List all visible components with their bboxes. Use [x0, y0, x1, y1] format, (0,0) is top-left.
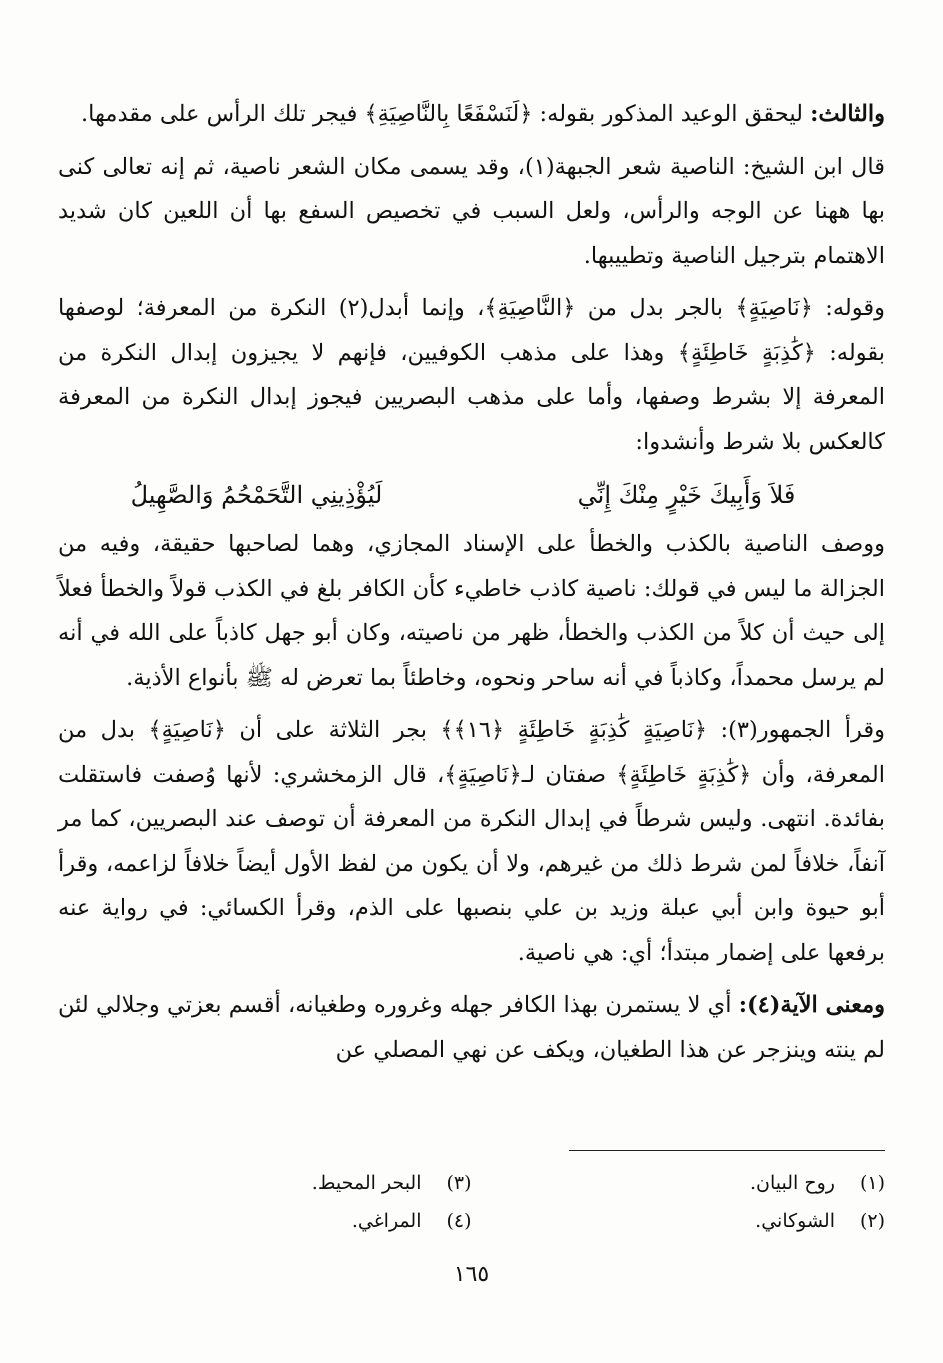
paragraph-4 [58, 522, 885, 700]
poetry-verse [58, 472, 885, 518]
footnote-item [472, 1164, 886, 1202]
verse-second-hemistich: لَيُؤْذِينِي التَّحَمْحُمُ وَالصَّهِيلُ [130, 481, 383, 509]
paragraph-2 [58, 145, 885, 279]
paragraph-text: ووصف الناصية بالكذب والخطأ على الإسناد المجازي، وهما لصاحبها حقيقة، وفيه من الجزالة ما ليس في قولك: ناصية كاذب خاطيء كأن الكافر بلغ في الكذب قولاً والخطأ فعلاً إلى حيث أن كلاً من الكذب والخطأ، ظهر من ناصيته، وكان أبو جهل كاذباً على الله في أنه لم يرسل محمداً، وكاذباً في أنه ساحر ونحوه، وخاطئاً بما تعرض له ﷺ بأنواع الأذية. [58, 531, 885, 691]
footnotes [58, 1164, 885, 1240]
footnote-number: (٣) [446, 1172, 472, 1194]
paragraph-text: ليحقق الوعيد المذكور بقوله: ﴿لَنَسْفَعًا بِالنَّاصِيَةِ﴾ فيجر تلك الرأس على مقدمها. [81, 101, 811, 127]
footnote-item [58, 1164, 472, 1202]
paragraph-1 [58, 92, 885, 137]
footnote-divider [569, 1150, 885, 1151]
paragraph-5 [58, 708, 885, 975]
footnote-text: البحر المحيط. [311, 1172, 422, 1194]
paragraph-text: وقوله: ﴿نَاصِيَةٍ﴾ بالجر بدل من ﴿النَّاصِيَةِ﴾، وإنما أبدل(٢) النكرة من المعرفة؛ لوصفها بقوله: ﴿كَٰذِبَةٍ خَاطِئَةٍ﴾ وهذا على مذهب الكوفيين، فإنهم لا يجيزون إبدال النكرة من المعرفة إلا بشرط وصفها، وأما على مذهب البصريين فيجوز إبدال النكرة من المعرفة كالعكس بلا شرط وأنشدوا: [58, 295, 886, 455]
paragraph-3 [58, 286, 885, 464]
paragraph-6 [58, 983, 885, 1072]
paragraph-text: أي لا يستمرن بهذا الكافر جهله وغروره وطغيانه، أقسم بعزتي وجلالي لئن لم ينته وينزجر عن هذا الطغيان، ويكف عن نهي المصلي عن [58, 992, 885, 1063]
footnote-number: (٤) [446, 1210, 472, 1232]
footnote-text: روح البيان. [750, 1172, 835, 1194]
footnote-text: المراغي. [351, 1210, 422, 1232]
paragraph-lead: ومعنى الآية(٤): [738, 992, 885, 1018]
footnote-text: الشوكاني. [755, 1210, 835, 1232]
footnote-number: (١) [859, 1172, 885, 1194]
footnote-number: (٢) [859, 1210, 885, 1232]
page-number: ١٦٥ [453, 1262, 490, 1287]
footnote-item [58, 1202, 472, 1240]
verse-first-hemistich: فَلاَ وَأَبِيكَ خَيْرٍ مِنْكَ إِنِّي [577, 481, 796, 509]
paragraph-text: قال ابن الشيخ: الناصية شعر الجبهة(١)، وقد يسمى مكان الشعر ناصية، ثم إنه تعالى كنى بها ههنا عن الوجه والرأس، ولعل السبب في تخصيص السفع بها أن اللعين كان شديد الاهتمام بترجيل الناصية وتطييبها. [58, 153, 885, 269]
paragraph-lead: والثالث: [810, 101, 885, 127]
footnote-item [472, 1202, 886, 1240]
paragraph-text: وقرأ الجمهور(٣): ﴿نَاصِيَةٍ كَٰذِبَةٍ خَاطِئَةٍ ﴿١٦﴾﴾ بجر الثلاثة على أن ﴿نَاصِيَةٍ﴾ بدل من المعرفة، وأن ﴿كَٰذِبَةٍ خَاطِئَةٍ﴾ صفتان لـ﴿نَاصِيَةٍ﴾، قال الزمخشري: لأنها وُصفت فاستقلت بفائدة. انتهى. وليس شرطاً في إبدال النكرة من المعرفة أن توصف عند البصريين، كما مر آنفاً، خلافاً لمن شرط ذلك من غيرهم، ولا أن يكون من لفظ الأول أيضاً خلافاً لزاعمه، وقرأ أبو حيوة وابن أبي عبلة وزيد بن علي بنصبها على الذم، وقرأ الكسائي: في رواية عنه برفعها على إضمار مبتدأ؛ أي: هي ناصية. [58, 717, 886, 966]
